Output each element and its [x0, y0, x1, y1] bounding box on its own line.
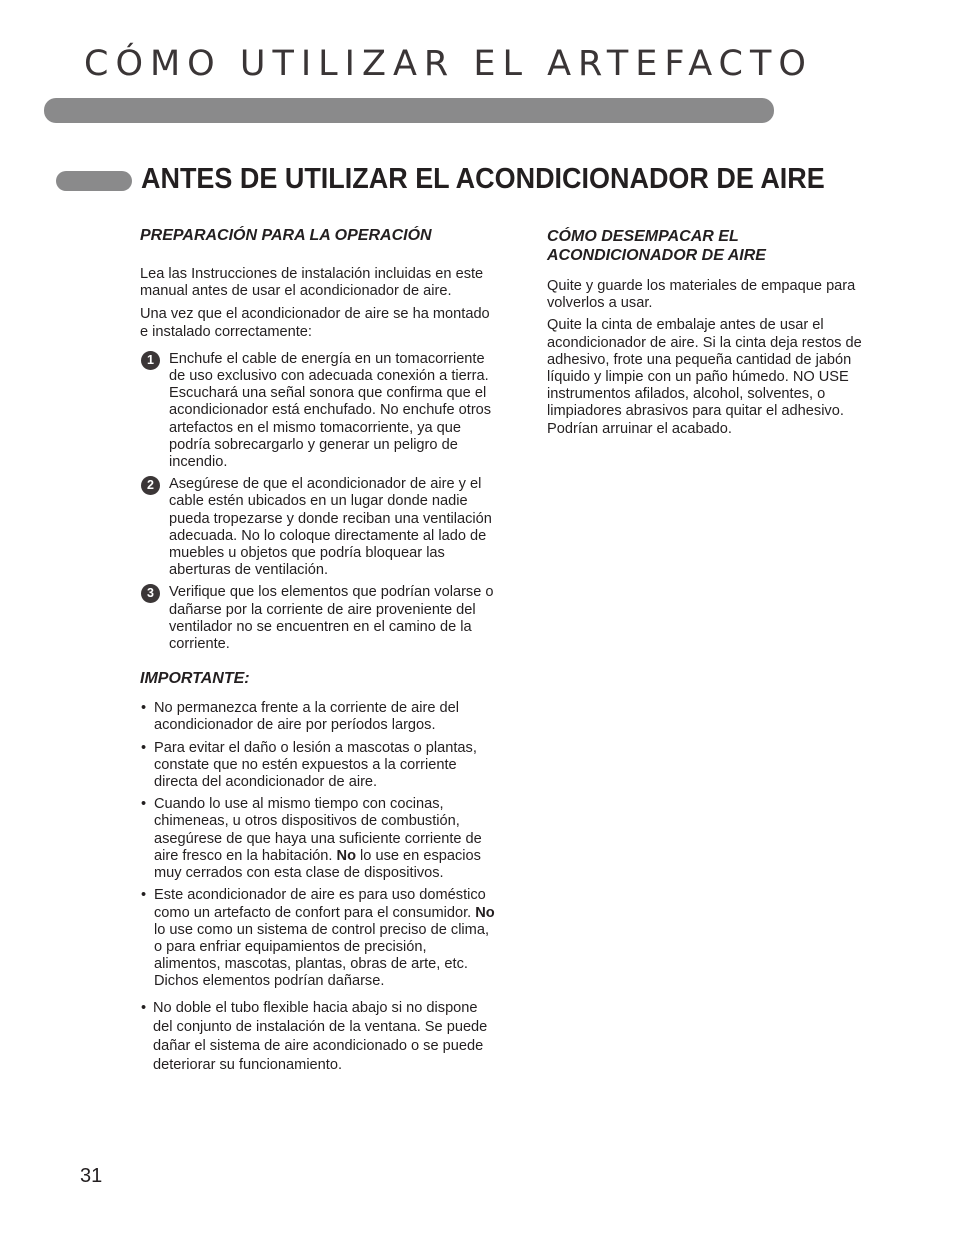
page-title: CÓMO UTILIZAR EL ARTEFACTO: [84, 44, 813, 84]
bullet-icon: •: [141, 796, 147, 813]
bullet-icon: •: [141, 739, 147, 756]
important-heading-colon: :: [244, 670, 250, 688]
bullet-item-flexible-tube: [140, 999, 496, 1075]
bullet-item: [140, 700, 496, 734]
bullet-text: No permanezca frente a la corriente de aire del acondicionador de aire por períodos largos.: [154, 700, 460, 734]
intro-paragraph: Lea las Instrucciones de instalación incluidas en este manual antes de usar el acondicionador de aire.: [140, 266, 484, 300]
unpacking-paragraph: Quite y guarde los materiales de empaque para volverlos a usar.: [547, 278, 856, 312]
step-item: [140, 351, 496, 471]
setup-paragraph: Una vez que el acondicionador de aire se ha montado e instalado correctamente:: [140, 306, 490, 340]
step-text: Verifique que los elementos que podrían volarse o dañarse por la corriente de aire proveniente del ventilador no se encuentren en el camino de la corriente.: [169, 584, 494, 653]
step-number-badge: 1: [141, 351, 160, 370]
step-item: [140, 476, 496, 579]
right-column: [547, 227, 887, 443]
bullet-icon: •: [141, 700, 147, 717]
step-number-badge: 2: [141, 476, 160, 495]
emphasis-no: No: [336, 847, 356, 864]
bullet-icon: •: [141, 887, 147, 904]
step-text: Enchufe el cable de energía en un tomacorriente de uso exclusivo con adecuada conexión a tierra. Escuchará una señal sonora que confirma que el acondicionador está enchufado. No enchufe otros artefactos en el mismo tomacorriente, ya que podría sobrecargarlo y generar un peligro de incendio.: [169, 350, 492, 471]
unpacking-heading: CÓMO DESEMPACAR EL ACONDICIONADOR DE AIRE: [547, 228, 766, 264]
important-bullet-list: [140, 700, 496, 990]
important-heading: [140, 669, 496, 688]
step-item: [140, 584, 496, 653]
bullet-text: Cuando lo use al mismo tiempo con cocinas, chimeneas, u otros dispositivos de combustión, asegúrese de que haya una suficiente corriente de aire fresco en la habitación. No lo use en espacios muy cerrados con esta clase de dispositivos.: [154, 796, 482, 882]
step-number-badge: 3: [141, 584, 160, 603]
tape-removal-paragraph: Quite la cinta de embalaje antes de usar el acondicionador de aire. Si la cinta deja restos de adhesivo, frote una pequeña cantidad de jabón líquido y limpie con un paño húmedo. NO USE instrumentos afilados, alcohol, solventes, o limpiadores abrasivos para quitar el adhesivo. Podrían arruinar el acabado.: [547, 317, 862, 437]
emphasis-no: No: [475, 904, 495, 921]
bullet-item: [140, 887, 496, 990]
bullet-item: [140, 740, 496, 792]
section-marker-pill: [56, 171, 132, 191]
page-number: 31: [80, 1165, 103, 1187]
bullet-icon: •: [141, 999, 147, 1016]
important-heading-text: IMPORTANTE: [140, 670, 245, 688]
title-divider-bar: [44, 98, 774, 123]
section-title: ANTES DE UTILIZAR EL ACONDICIONADOR DE AIRE: [141, 163, 825, 195]
bullet-text: No doble el tubo flexible hacia abajo si no dispone del conjunto de instalación de la ventana. Se puede dañar el sistema de aire acondicionado o se puede deteriorar su funcionamiento.: [153, 999, 488, 1073]
bullet-item: [140, 796, 496, 882]
bullet-text: Este acondicionador de aire es para uso doméstico como un artefacto de confort para el consumidor. No lo use como un sistema de control preciso de clima, o para enfriar equipamientos de precisión, alimentos, mascotas, plantas, obras de arte, etc. Dichos elementos podrían dañarse.: [154, 887, 495, 990]
bullet-text: Para evitar el daño o lesión a mascotas o plantas, constate que no estén expuestos a la corriente directa del acondicionador de aire.: [154, 739, 477, 791]
step-text: Asegúrese de que el acondicionador de aire y el cable estén ubicados en un lugar donde nadie pueda tropezarse y donde reciban una ventilación adecuada. No lo coloque directamente al lado de muebles u objetos que podría bloquear las aberturas de ventilación.: [169, 476, 492, 579]
left-column: [140, 226, 496, 1075]
preparation-heading: PREPARACIÓN PARA LA OPERACIÓN: [140, 227, 432, 244]
setup-steps-list: [140, 351, 496, 653]
